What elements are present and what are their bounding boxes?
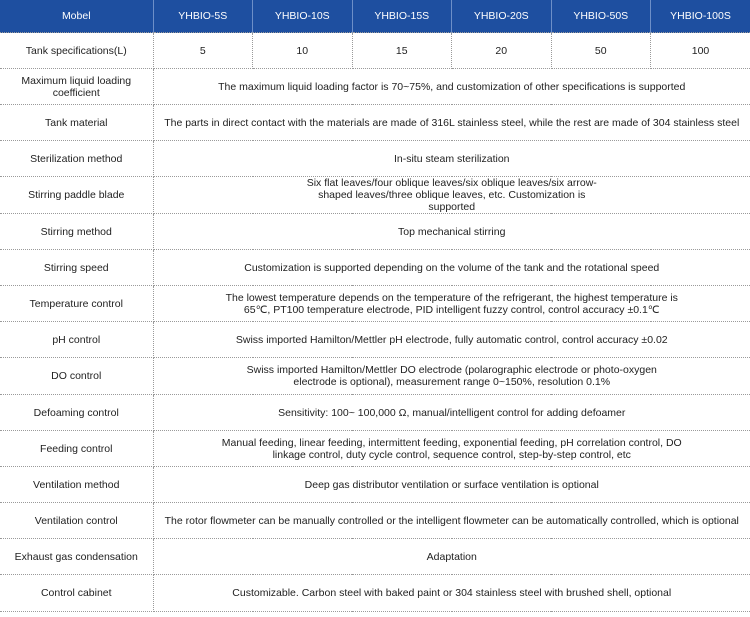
row-label: DO control	[0, 358, 153, 395]
row-value: The maximum liquid loading factor is 70~75%, and customization of other specifications is supported	[153, 69, 750, 105]
row-label: Ventilation method	[0, 467, 153, 503]
row-value: Swiss imported Hamilton/Mettler DO electrode (polarographic electrode or photo-oxygen electrode is optional), measurement range 0~150%, resolution 0.1%	[153, 358, 750, 395]
row-label: Sterilization method	[0, 141, 153, 177]
table-row-exhaust	[0, 539, 750, 575]
table-row-stirring-method	[0, 214, 750, 250]
model-header-20s: YHBIO-20S	[452, 0, 552, 33]
header-row	[0, 0, 750, 33]
table-row-tank-spec	[0, 33, 750, 69]
tank-volume-20s: 20	[452, 33, 552, 69]
table-row-feeding	[0, 431, 750, 467]
model-header-15s: YHBIO-15S	[352, 0, 452, 33]
table-row-control-cabinet	[0, 575, 750, 612]
row-value: Swiss imported Hamilton/Mettler pH electrode, fully automatic control, control accuracy ±0.02	[153, 322, 750, 358]
row-value: The parts in direct contact with the materials are made of 316L stainless steel, while the rest are made of 304 stainless steel	[153, 105, 750, 141]
model-header-50s: YHBIO-50S	[551, 0, 651, 33]
row-label: Stirring paddle blade	[0, 177, 153, 214]
table-row-temperature	[0, 286, 750, 322]
table-row-stirring-speed	[0, 250, 750, 286]
row-value: Customization is supported depending on the volume of the tank and the rotational speed	[153, 250, 750, 286]
model-header-10s: YHBIO-10S	[253, 0, 353, 33]
row-label: Maximum liquid loading coefficient	[0, 69, 153, 105]
table-row-sterilization	[0, 141, 750, 177]
row-value: Adaptation	[153, 539, 750, 575]
row-value: In-situ steam sterilization	[153, 141, 750, 177]
row-label: Stirring method	[0, 214, 153, 250]
row-value: Top mechanical stirring	[153, 214, 750, 250]
table-row-paddle-blade	[0, 177, 750, 214]
row-label: Stirring speed	[0, 250, 153, 286]
row-label: Ventilation control	[0, 503, 153, 539]
row-label: Tank specifications(L)	[0, 33, 153, 69]
row-value: Customizable. Carbon steel with baked paint or 304 stainless steel with brushed shell, optional	[153, 575, 750, 612]
tank-volume-10s: 10	[253, 33, 353, 69]
tank-volume-15s: 15	[352, 33, 452, 69]
row-label: pH control	[0, 322, 153, 358]
row-label: Defoaming control	[0, 395, 153, 431]
row-label: Temperature control	[0, 286, 153, 322]
row-value: Deep gas distributor ventilation or surface ventilation is optional	[153, 467, 750, 503]
row-value: The lowest temperature depends on the temperature of the refrigerant, the highest temperature is 65℃, PT100 temperature electrode, PID intelligent fuzzy control, control accuracy ±0.1℃	[153, 286, 750, 322]
row-value: Manual feeding, linear feeding, intermittent feeding, exponential feeding, pH correlation control, DO linkage control, duty cycle control, sequence control, step-by-step control, etc	[153, 431, 750, 467]
tank-volume-50s: 50	[551, 33, 651, 69]
row-label: Exhaust gas condensation	[0, 539, 153, 575]
row-value: The rotor flowmeter can be manually controlled or the intelligent flowmeter can be automatically controlled, which is optional	[153, 503, 750, 539]
table-row-ventilation-method	[0, 467, 750, 503]
table-row-defoaming	[0, 395, 750, 431]
row-label: Control cabinet	[0, 575, 153, 612]
table-row-ph-control	[0, 322, 750, 358]
row-label: Feeding control	[0, 431, 153, 467]
table-row-ventilation-control	[0, 503, 750, 539]
table-row-tank-material	[0, 105, 750, 141]
table-row-do-control	[0, 358, 750, 395]
row-value: Sensitivity: 100~ 100,000 Ω, manual/intelligent control for adding defoamer	[153, 395, 750, 431]
tank-volume-100s: 100	[651, 33, 750, 69]
tank-volume-5s: 5	[153, 33, 253, 69]
table-row-max-liquid	[0, 69, 750, 105]
model-header-100s: YHBIO-100S	[651, 0, 750, 33]
model-header-5s: YHBIO-5S	[153, 0, 253, 33]
row-label: Tank material	[0, 105, 153, 141]
row-value: Six flat leaves/four oblique leaves/six oblique leaves/six arrow-shaped leaves/three oblique leaves, etc. Customization is supported	[153, 177, 750, 214]
model-header-label: Mobel	[0, 0, 153, 33]
